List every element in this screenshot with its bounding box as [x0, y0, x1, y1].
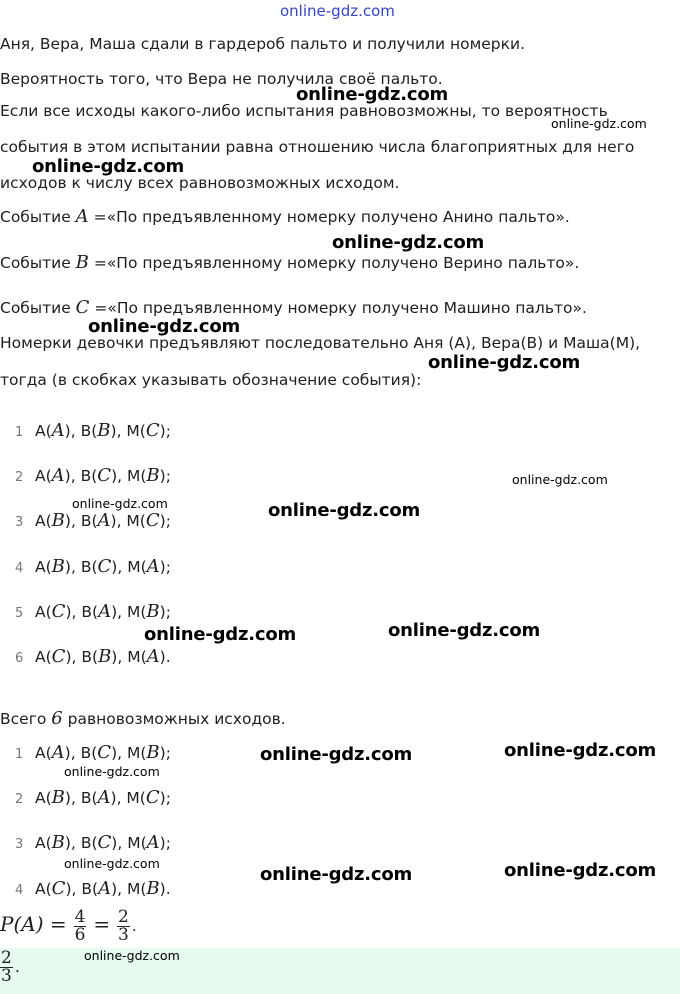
watermark: online-gdz.com: [512, 472, 608, 487]
girl-label: В: [80, 557, 92, 576]
event-symbol: C: [97, 832, 112, 854]
fraction-denominator: 3: [118, 925, 129, 945]
list-item: 6 А(C), В(B), М(A).: [15, 646, 171, 667]
list-item: 2 А(B), В(A), М(C);: [15, 787, 171, 809]
list-item-end: ;: [165, 422, 171, 440]
event-prefix: Событие: [0, 299, 76, 317]
event-text: «По предъявленному номерку получено Верино пальто».: [106, 254, 580, 272]
fraction-4-6: [74, 909, 87, 944]
event-symbol: A: [98, 877, 112, 899]
girl-label: В: [81, 602, 92, 621]
watermark: online-gdz.com: [260, 864, 413, 885]
event-symbol: B: [146, 877, 160, 899]
list-item-end: ;: [165, 834, 171, 853]
list-item: 4 А(C), В(A), М(B).: [15, 877, 171, 899]
list-item-end: .: [165, 648, 171, 666]
list-item-end: .: [165, 879, 171, 898]
watermark: online-gdz.com: [388, 620, 541, 641]
watermark: online-gdz.com: [260, 744, 413, 765]
formula-eq: =: [93, 912, 111, 936]
girl-label: В: [81, 879, 92, 898]
event-c: [0, 298, 587, 318]
girl-label: М: [126, 879, 141, 898]
event-symbol: A: [146, 646, 160, 667]
girl-label: А: [35, 512, 46, 531]
fraction-numerator: 2: [118, 907, 129, 927]
list-item: 2 А(A), В(C), М(B);: [15, 465, 171, 487]
list-item-number: 1: [15, 425, 24, 440]
problem-question: Вероятность того, что Вера не получила своё пальто.: [0, 70, 443, 88]
girl-label: В: [80, 512, 92, 531]
event-symbol: B: [97, 420, 111, 441]
list-item: 1 А(A), В(B), М(C);: [15, 420, 171, 441]
rule-line-3: исходов к числу всех равновозможных исходом.: [0, 174, 400, 192]
girl-label: М: [126, 744, 141, 762]
event-text: «По предъявленному номерку получено Анино пальто».: [106, 208, 570, 226]
formula-lhs: P(A) =: [0, 912, 67, 936]
list-item-number: 3: [15, 837, 24, 853]
fraction-2-3: [117, 909, 130, 944]
event-symbol: B: [51, 787, 65, 809]
girl-label: В: [80, 834, 92, 853]
event-prefix: Событие: [0, 254, 76, 272]
event-symbol: B: [51, 510, 65, 532]
event-symbol: A: [146, 555, 160, 577]
event-symbol: C: [145, 420, 160, 441]
girl-label: М: [127, 557, 141, 576]
girl-label: В: [80, 422, 92, 440]
header-watermark: online-gdz.com: [280, 2, 395, 20]
event-symbol: B: [51, 832, 65, 854]
girl-label: В: [81, 648, 92, 666]
event-symbol: A: [75, 206, 89, 227]
watermark: online-gdz.com: [72, 496, 168, 511]
event-symbol: C: [97, 742, 112, 763]
fraction-numerator: 2: [1, 948, 12, 968]
event-symbol: B: [98, 646, 112, 667]
watermark: online-gdz.com: [296, 84, 449, 105]
event-a: [0, 207, 570, 227]
event-symbol: C: [145, 510, 160, 532]
fraction-denominator: 6: [74, 925, 86, 945]
watermark: online-gdz.com: [332, 232, 485, 253]
girl-label: А: [35, 467, 46, 486]
list-item-number: 5: [15, 605, 24, 621]
watermark: online-gdz.com: [64, 764, 160, 779]
list-item-end: ;: [165, 602, 171, 621]
list-item: 1 А(A), В(C), М(B);: [15, 742, 171, 763]
rule-line-2: события в этом испытании равна отношению числа благоприятных для него: [0, 138, 635, 156]
list-item-number: 4: [15, 882, 24, 898]
event-symbol: A: [51, 465, 65, 487]
girl-label: М: [126, 512, 140, 531]
list-item-number: 3: [15, 515, 24, 531]
event-symbol: A: [51, 742, 65, 763]
fraction-numerator: 4: [74, 907, 86, 927]
fraction-denominator: 3: [1, 966, 12, 986]
list-item-number: 2: [15, 792, 24, 808]
girl-label: А: [35, 834, 46, 853]
girl-label: М: [126, 602, 141, 621]
girl-label: А: [35, 557, 46, 576]
event-symbol: A: [51, 420, 65, 441]
watermark: online-gdz.com: [84, 948, 180, 963]
girl-label: А: [35, 648, 46, 666]
list-item: 3 А(B), В(C), М(A);: [15, 832, 171, 854]
event-b: [0, 253, 579, 273]
event-eq: =: [88, 208, 107, 226]
event-eq: =: [88, 254, 107, 272]
girl-label: А: [35, 602, 46, 621]
list-item-number: 1: [15, 747, 24, 762]
event-eq: =: [89, 299, 108, 317]
event-symbol: A: [98, 600, 112, 622]
watermark: online-gdz.com: [144, 624, 297, 645]
event-symbol: B: [75, 252, 89, 273]
watermark: online-gdz.com: [504, 740, 657, 761]
girl-label: А: [35, 422, 46, 440]
formula-end: .: [131, 917, 137, 935]
girl-label: М: [126, 467, 141, 486]
girl-label: В: [80, 744, 92, 762]
event-symbol: A: [97, 787, 111, 809]
list-item-end: ;: [165, 744, 171, 762]
event-symbol: B: [146, 600, 160, 622]
event-symbol: B: [146, 742, 160, 763]
girl-label: М: [127, 648, 141, 666]
total-outcomes: [0, 709, 286, 729]
event-symbol: C: [97, 465, 112, 487]
problem-intro: Аня, Вера, Маша сдали в гардероб пальто и получили номерки.: [0, 35, 526, 53]
total-suffix: равновозможных исходов.: [62, 710, 286, 728]
event-text: «По предъявленному номерку получено Машино пальто».: [107, 299, 587, 317]
event-symbol: C: [145, 787, 160, 809]
watermark: online-gdz.com: [428, 352, 581, 373]
order-line-2: тогда (в скобках указывать обозначение события):: [0, 371, 422, 389]
event-symbol: C: [51, 877, 66, 899]
total-count: 6: [51, 708, 63, 729]
answer-fraction: [0, 950, 13, 985]
watermark: online-gdz.com: [504, 860, 657, 881]
girl-label: М: [126, 789, 140, 808]
girl-label: М: [126, 422, 140, 440]
event-symbol: A: [97, 510, 111, 532]
girl-label: А: [35, 789, 46, 808]
list-item-number: 4: [15, 560, 24, 576]
list-item: 3 А(B), В(A), М(C);: [15, 510, 171, 532]
event-symbol: B: [51, 555, 65, 577]
event-prefix: Событие: [0, 208, 76, 226]
event-symbol: C: [97, 555, 112, 577]
probability-formula: [0, 904, 137, 946]
watermark: online-gdz.com: [268, 500, 421, 521]
watermark: online-gdz.com: [64, 856, 160, 871]
girl-label: А: [35, 879, 46, 898]
girl-label: В: [80, 467, 92, 486]
total-prefix: Всего: [0, 710, 52, 728]
event-symbol: C: [51, 600, 66, 622]
event-symbol: C: [51, 646, 66, 667]
girl-label: М: [127, 834, 141, 853]
girl-label: В: [80, 789, 92, 808]
rule-line-1: Если все исходы какого-либо испытания равновозможны, то вероятность: [0, 102, 608, 120]
answer-end: .: [14, 957, 20, 976]
list-item-number: 2: [15, 470, 24, 486]
list-item: 5 А(C), В(A), М(B);: [15, 600, 171, 622]
list-item-end: ;: [165, 512, 171, 531]
list-item-end: ;: [165, 557, 171, 576]
watermark: online-gdz.com: [551, 116, 647, 131]
list-item-number: 6: [15, 651, 24, 666]
watermark: online-gdz.com: [88, 316, 241, 337]
list-item: 4 А(B), В(C), М(A);: [15, 555, 171, 577]
list-item-end: ;: [165, 467, 171, 486]
watermark: online-gdz.com: [32, 156, 185, 177]
girl-label: А: [35, 744, 46, 762]
list-item-end: ;: [165, 789, 171, 808]
event-symbol: B: [146, 465, 160, 487]
event-symbol: A: [146, 832, 160, 854]
event-symbol: C: [75, 297, 90, 318]
order-line-1: Номерки девочки предъявляют последовательно Аня (А), Вера(В) и Маша(М),: [0, 334, 641, 352]
